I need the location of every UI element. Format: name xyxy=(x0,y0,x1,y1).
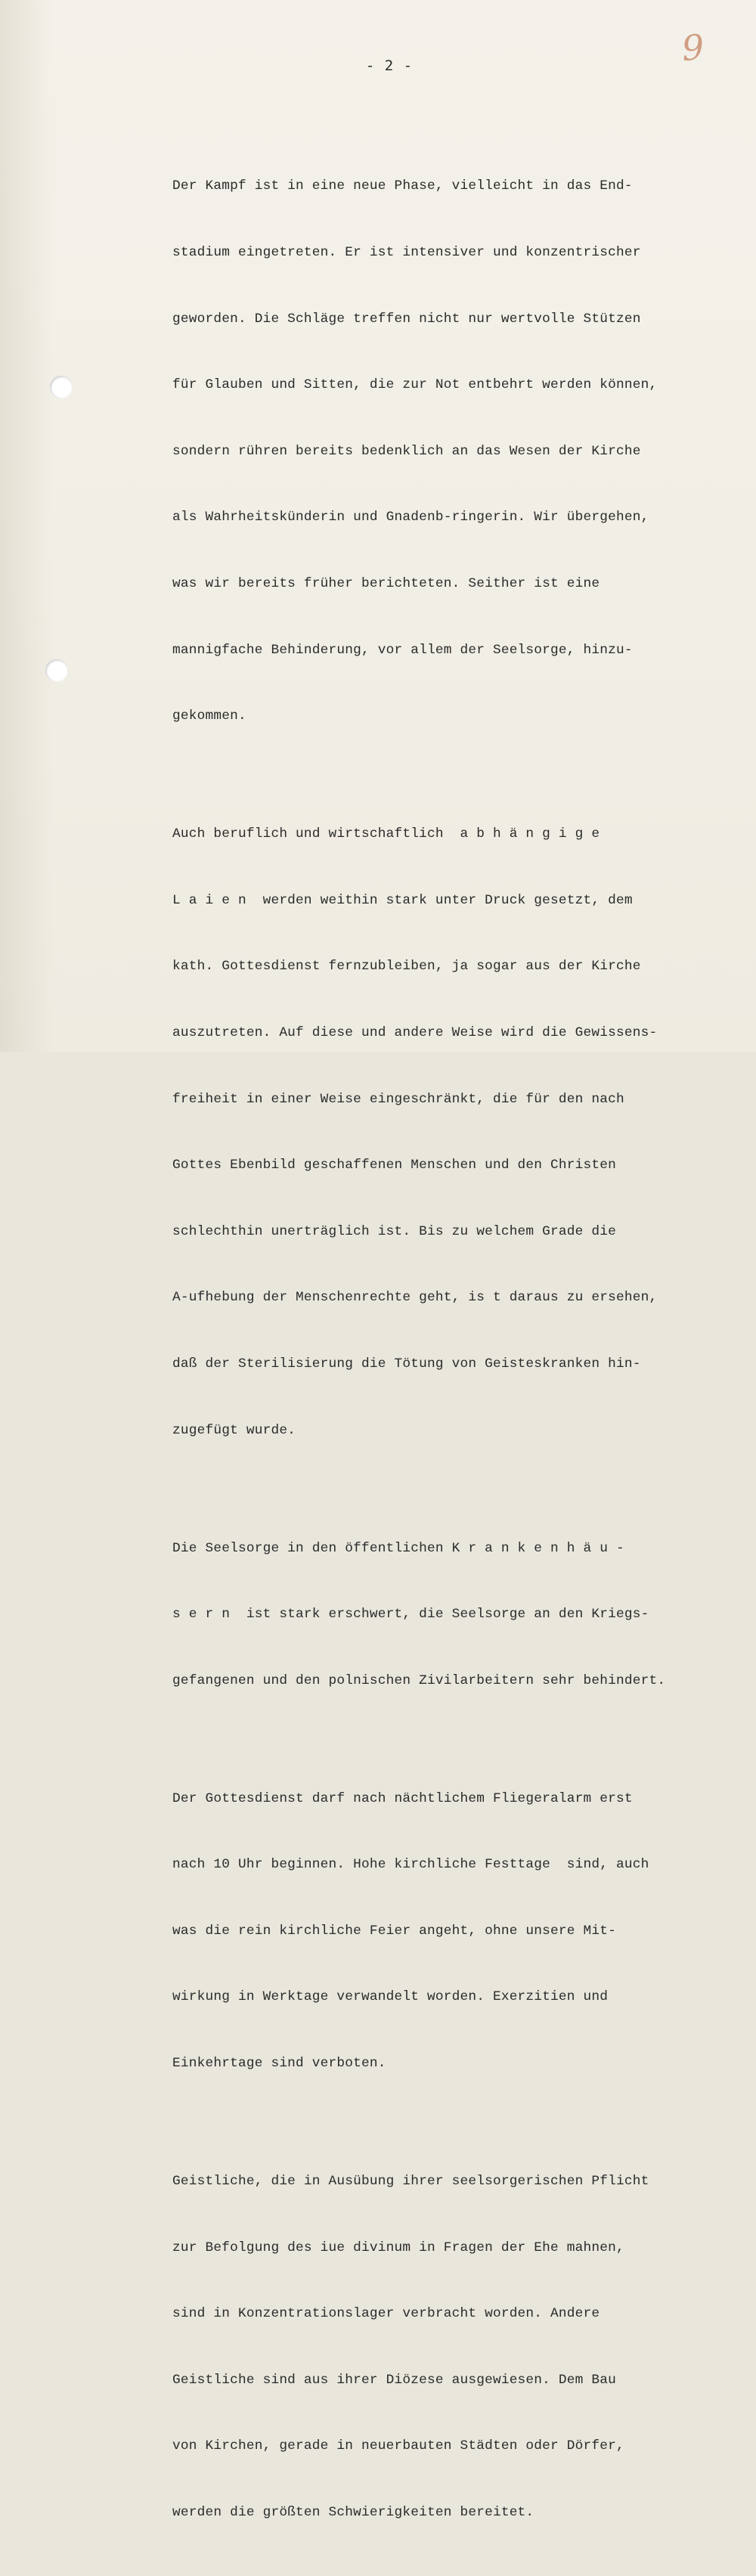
text-line: stadium eingetreten. Er ist intensiver und konzentrischer xyxy=(172,245,641,260)
text-line: geworden. Die Schläge treffen nicht nur wertvolle Stützen xyxy=(172,311,641,327)
text-line: freiheit in einer Weise eingeschränkt, die für den nach xyxy=(172,1091,624,1107)
text-line: von Kirchen, gerade in neuerbauten Städten oder Dörfer, xyxy=(172,2438,624,2454)
paragraph-4 xyxy=(172,1744,732,2119)
text-line: mannigfache Behinderung, vor allem der Seelsorge, hinzu- xyxy=(172,642,633,658)
paragraph-2 xyxy=(172,780,732,1486)
text-line: gekommen. xyxy=(172,708,246,724)
text-line: Geistliche, die in Ausübung ihrer seelsorgerischen Pflicht xyxy=(172,2174,649,2190)
text-line: als Wahrheitskünderin und Gnadenb-ringerin. Wir übergehen, xyxy=(172,510,649,525)
punch-hole xyxy=(45,659,68,682)
text-line: Auch beruflich und wirtschaftlich a b h ä n g i g e xyxy=(172,826,600,842)
text-line: Einkehrtage sind verboten. xyxy=(172,2056,386,2072)
text-line: sind in Konzentrationslager verbracht worden. Andere xyxy=(172,2306,600,2322)
text-line: wirkung in Werktage verwandelt worden. Exerzitien und xyxy=(172,1989,609,2005)
text-line: zur Befolgung des iue divinum in Fragen der Ehe mahnen, xyxy=(172,2240,624,2255)
text-line: für Glauben und Sitten, die zur Not entbehrt werden können, xyxy=(172,377,658,393)
text-line: schlechthin unerträglich ist. Bis zu welchem Grade die xyxy=(172,1223,617,1239)
text-line: Der Kampf ist in eine neue Phase, vielleicht in das End- xyxy=(172,178,633,194)
text-line: nach 10 Uhr beginnen. Hohe kirchliche Festtage sind, auch xyxy=(172,1857,649,1873)
text-line: was wir bereits früher berichteten. Seither ist eine xyxy=(172,575,600,591)
text-line: sondern rühren bereits bedenklich an das Wesen der Kirche xyxy=(172,443,641,459)
text-line: Der Gottesdienst darf nach nächtlichem Fliegeralarm erst xyxy=(172,1790,633,1806)
text-line: zugefügt wurde. xyxy=(172,1422,296,1438)
page-number: - 2 - xyxy=(365,57,414,74)
punch-hole xyxy=(50,376,73,398)
text-line: s e r n ist stark erschwert, die Seelsorge an den Kriegs- xyxy=(172,1607,649,1623)
paragraph-5 xyxy=(172,2127,732,2568)
text-line: werden die größten Schwierigkeiten bereitet. xyxy=(172,2505,534,2521)
paragraph-3 xyxy=(172,1493,732,1736)
text-line: kath. Gottesdienst fernzubleiben, ja sogar aus der Kirche xyxy=(172,959,641,975)
text-line: Die Seelsorge in den öffentlichen K r a n k e n h ä u - xyxy=(172,1540,624,1556)
text-line: A-ufhebung der Menschenrechte geht, is t daraus zu ersehen, xyxy=(172,1290,658,1306)
text-line: Gottes Ebenbild geschaffenen Menschen und den Christen xyxy=(172,1158,617,1173)
document-body xyxy=(172,132,732,2576)
text-line: was die rein kirchliche Feier angeht, ohne unsere Mit- xyxy=(172,1923,617,1939)
folio-number: 9 xyxy=(680,26,706,69)
paragraph-1 xyxy=(172,132,732,772)
text-line: L a i e n werden weithin stark unter Druck gesetzt, dem xyxy=(172,892,633,908)
text-line: auszutreten. Auf diese und andere Weise wird die Gewissens- xyxy=(172,1025,658,1040)
text-line: Geistliche sind aus ihrer Diözese ausgewiesen. Dem Bau xyxy=(172,2372,617,2388)
text-line: gefangenen und den polnischen Zivilarbeitern sehr behindert. xyxy=(172,1672,666,1688)
text-line: daß der Sterilisierung die Tötung von Geisteskranken hin- xyxy=(172,1356,641,1372)
